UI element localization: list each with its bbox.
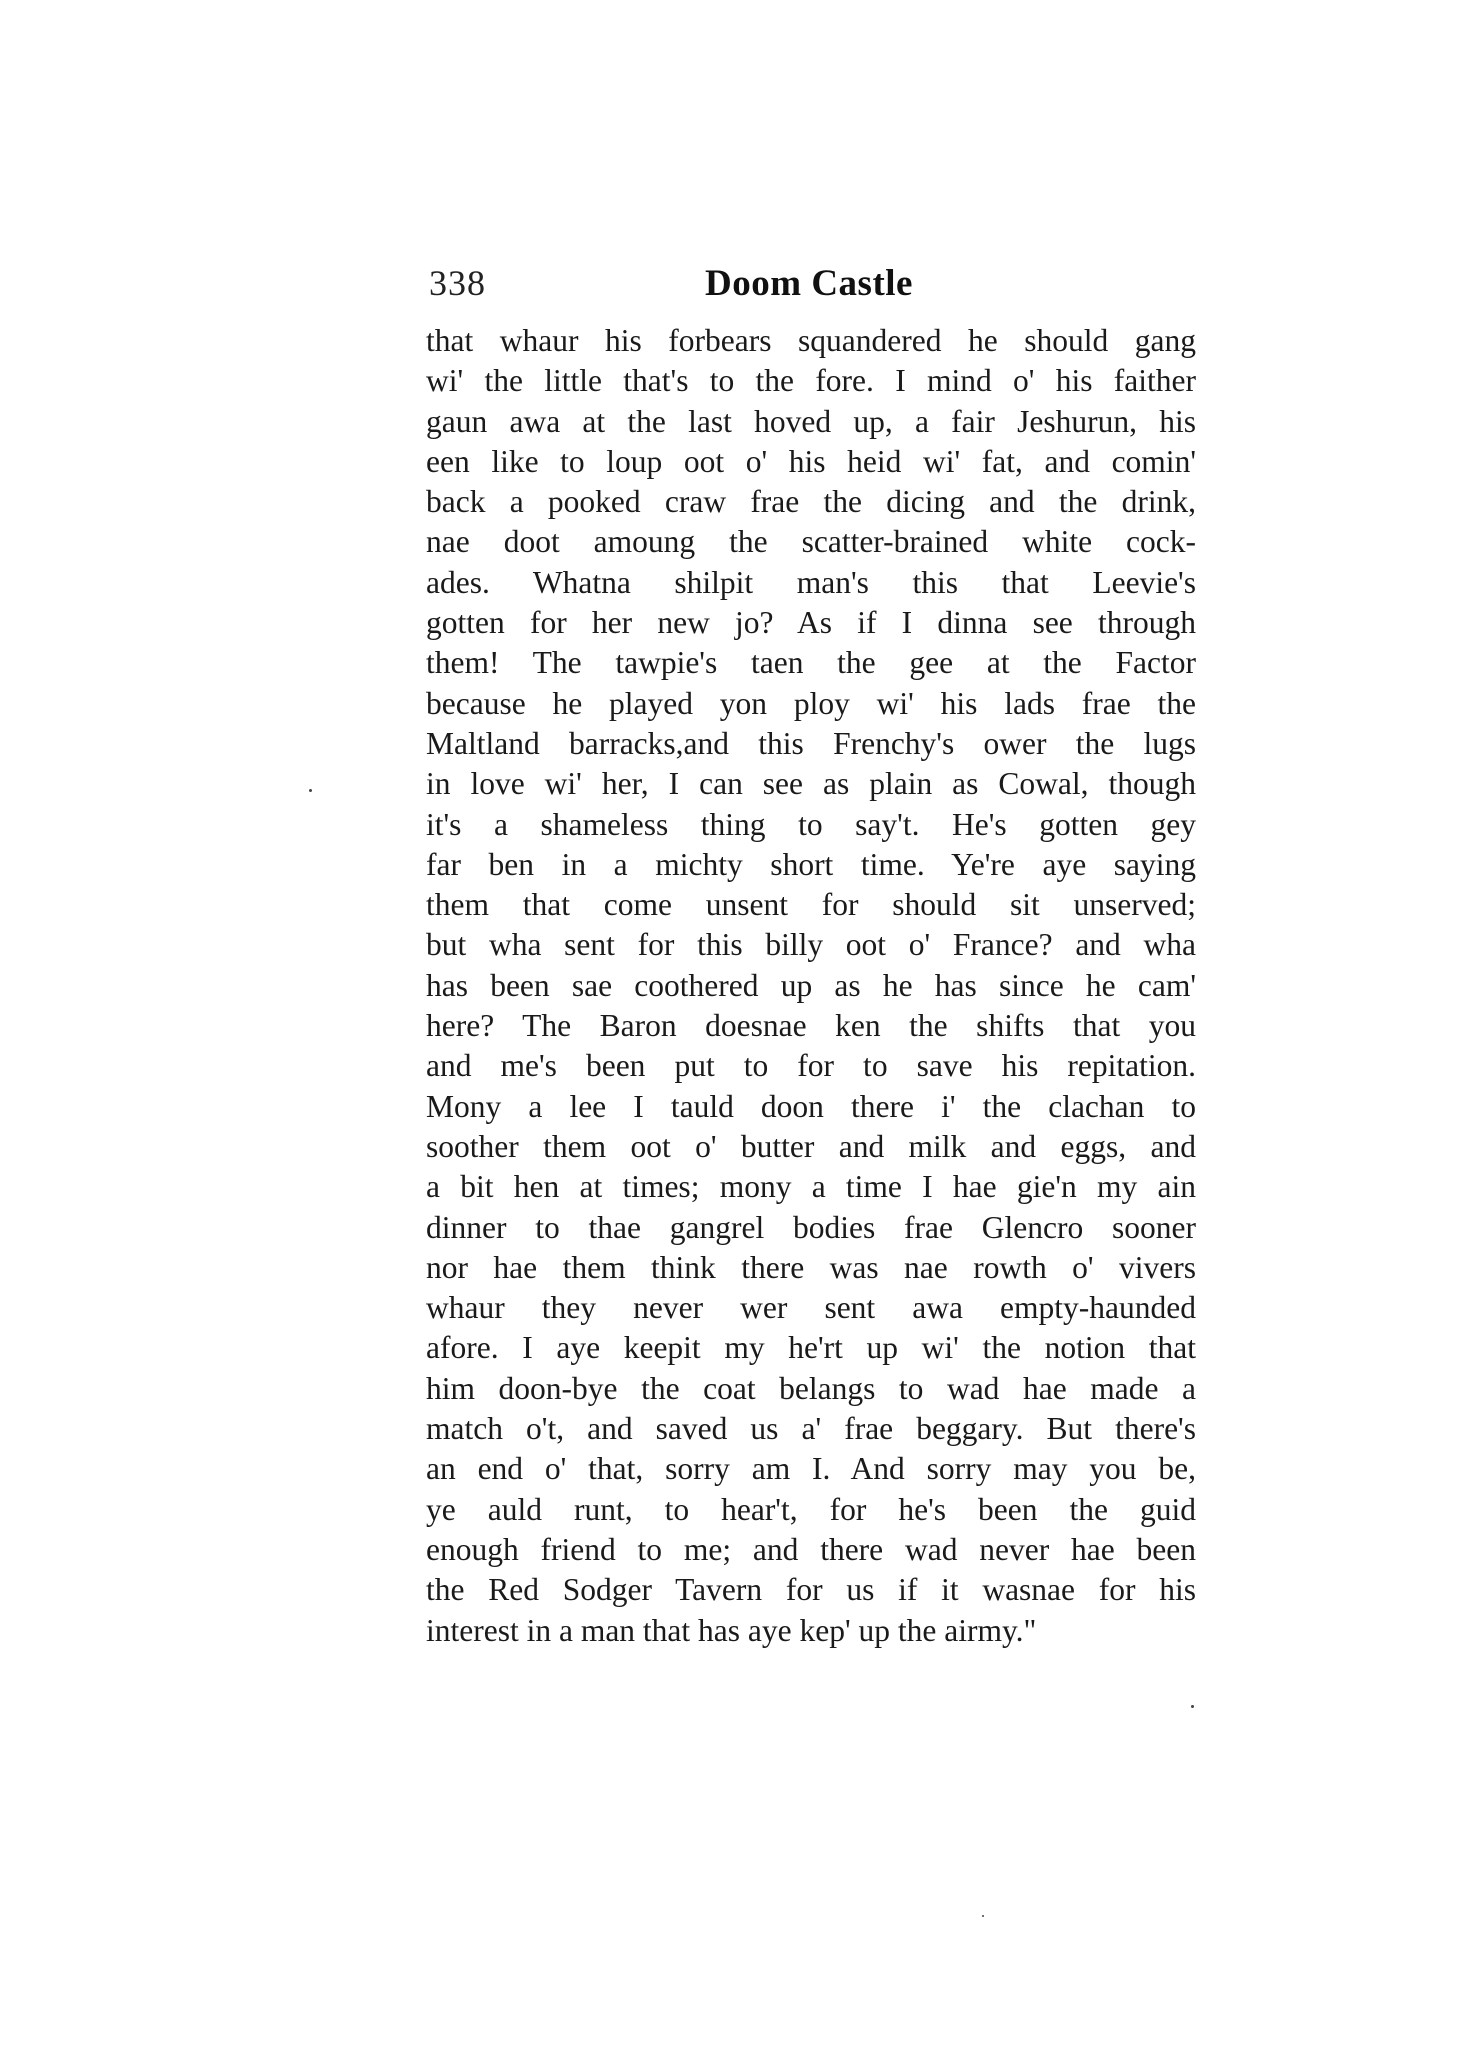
text-line: enough friend to me; and there wad never hae been: [426, 1531, 1196, 1567]
text-line: gotten for her new jo? As if I dinna see through: [426, 605, 1196, 641]
text-line: gaun awa at the last hoved up, a fair Jeshurun, his: [426, 403, 1196, 439]
body-text: [426, 321, 1196, 1651]
text-line: ye auld runt, to hear't, for he's been the guid: [426, 1491, 1196, 1527]
text-line: them! The tawpie's taen the gee at the Factor: [426, 645, 1196, 681]
text-line: it's a shameless thing to say't. He's gotten gey: [426, 806, 1196, 842]
text-line: soother them oot o' butter and milk and eggs, and: [426, 1128, 1196, 1164]
text-line: afore. I aye keepit my he'rt up wi' the notion that: [426, 1330, 1196, 1366]
text-line: Maltland barracks,and this Frenchy's ower the lugs: [426, 725, 1196, 761]
text-line: him doon-bye the coat belangs to wad hae made a: [426, 1370, 1196, 1406]
text-line: een like to loup oot o' his heid wi' fat, and comin': [426, 443, 1196, 479]
text-line: ades. Whatna shilpit man's this that Leevie's: [426, 564, 1196, 600]
text-line: an end o' that, sorry am I. And sorry may you be,: [426, 1451, 1196, 1487]
text-line: back a pooked craw frae the dicing and the drink,: [426, 484, 1196, 520]
text-line: whaur they never wer sent awa empty-haunded: [426, 1290, 1196, 1326]
text-line: nae doot amoung the scatter-brained white cock-: [426, 524, 1196, 560]
text-line: Mony a lee I tauld doon there i' the clachan to: [426, 1088, 1196, 1124]
scan-speck: [1191, 1705, 1194, 1708]
text-line: far ben in a michty short time. Ye're aye saying: [426, 846, 1196, 882]
text-line: them that come unsent for should sit unserved;: [426, 887, 1196, 923]
text-line: has been sae coothered up as he has since he cam': [426, 967, 1196, 1003]
scan-speck: [982, 1915, 984, 1917]
text-line: that whaur his forbears squandered he should gang: [426, 323, 1196, 358]
text-line: a bit hen at times; mony a time I hae gie'n my ain: [426, 1169, 1196, 1205]
running-title: Doom Castle: [705, 263, 913, 304]
scan-speck: [309, 789, 312, 792]
text-line: match o't, and saved us a' frae beggary. But there's: [426, 1411, 1196, 1447]
page-header: [429, 262, 1189, 322]
text-line: nor hae them think there was nae rowth o' vivers: [426, 1249, 1196, 1285]
text-line: and me's been put to for to save his repitation.: [426, 1048, 1196, 1084]
text-line: because he played yon ploy wi' his lads frae the: [426, 685, 1196, 721]
text-line: in love wi' her, I can see as plain as Cowal, though: [426, 766, 1196, 802]
text-line: dinner to thae gangrel bodies frae Glencro sooner: [426, 1209, 1196, 1245]
text-line: the Red Sodger Tavern for us if it wasnae for his: [426, 1572, 1196, 1608]
text-line: wi' the little that's to the fore. I mind o' his faither: [426, 363, 1196, 399]
page-number: 338: [429, 263, 486, 303]
text-line: here? The Baron doesnae ken the shifts that you: [426, 1008, 1196, 1044]
text-line: interest in a man that has aye kep' up the airmy.": [426, 1612, 1037, 1648]
text-line: but wha sent for this billy oot o' France? and wha: [426, 927, 1196, 963]
